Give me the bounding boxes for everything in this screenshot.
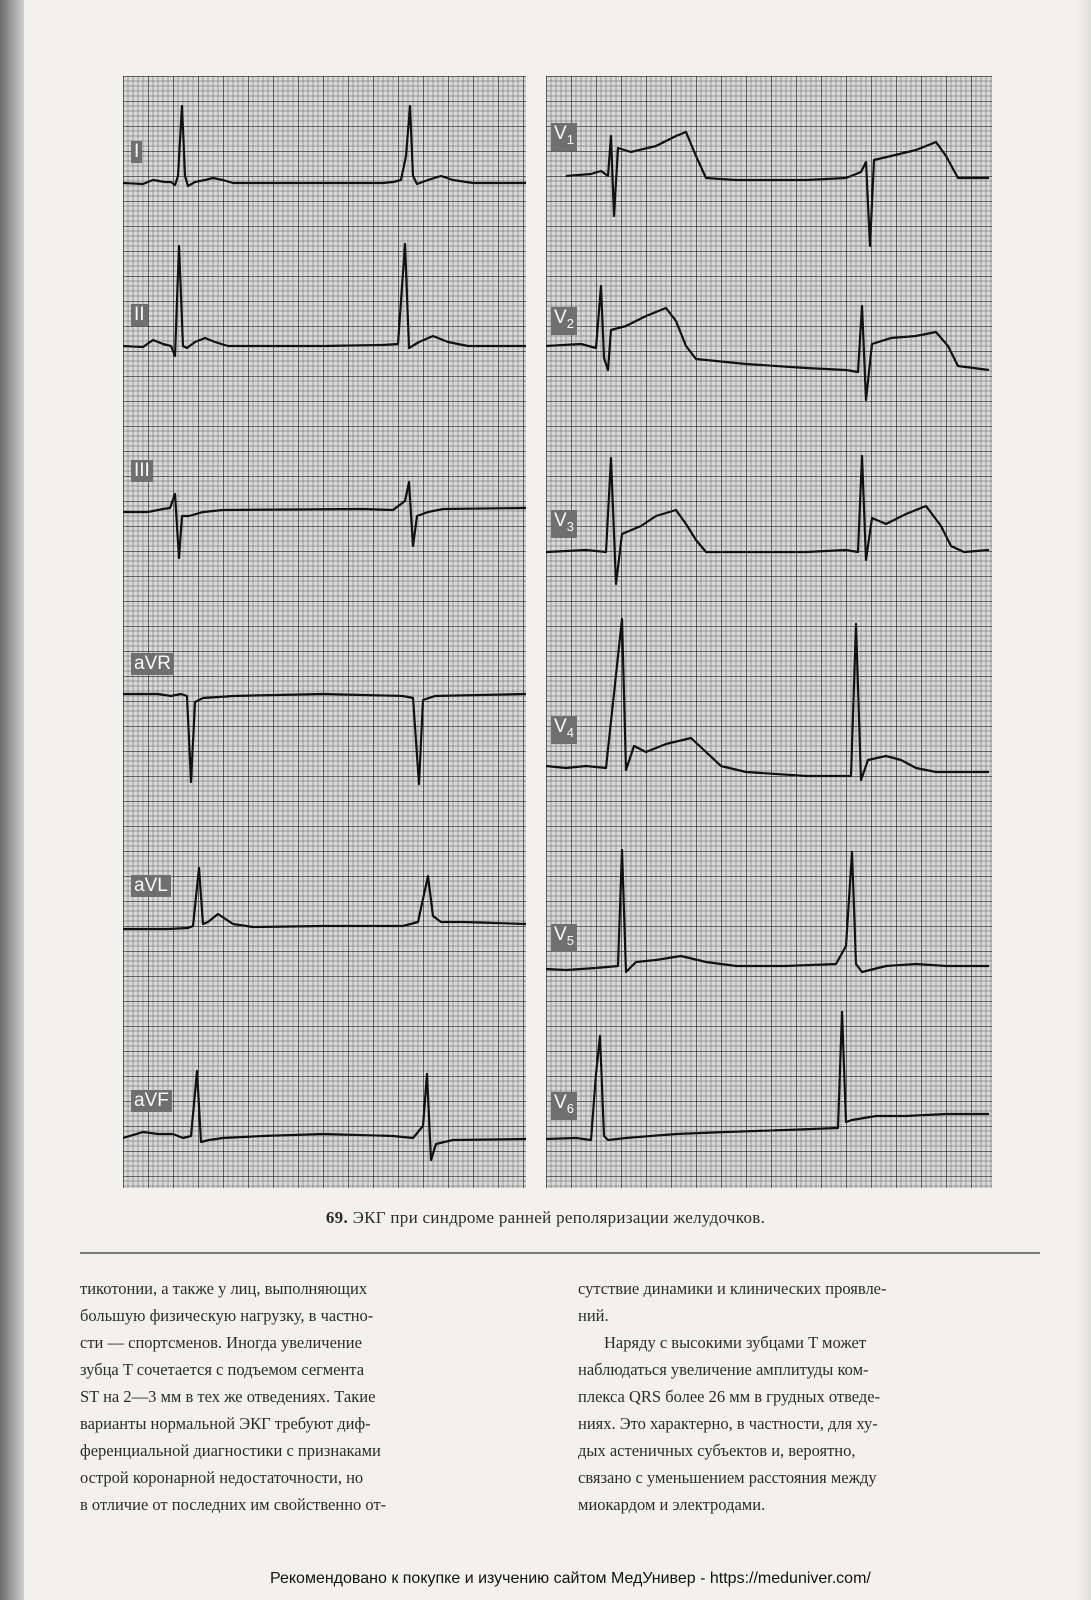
lead-label-V5 [551,924,577,952]
text-line: острой коронарной недостаточности, но [80,1468,364,1487]
lead-label-I: I [131,141,142,163]
text-line: ференциальной диагностики с признаками [80,1441,381,1460]
ecg-grid-chest [546,76,992,1188]
lead-label-V1-base: V [554,123,567,144]
lead-label-aVR: aVR [131,653,174,675]
lead-label-V2-base: V [554,307,567,328]
lead-label-V5-sub: 5 [566,932,574,948]
ecg-grid-limb [123,76,526,1188]
lead-label-aVL: aVL [131,875,171,897]
text-line: ниях. Это характерно, в частности, для ху- [578,1414,878,1433]
ecg-panel-chest-leads [546,76,992,1188]
text-line: плекса QRS более 26 мм в грудных отведе- [578,1387,881,1406]
text-line: зубца T сочетается с подъемом сегмента [80,1360,365,1379]
lead-label-V3-base: V [554,510,567,531]
ecg-panel-limb-leads [123,76,526,1188]
footer-watermark: Рекомендовано к покупке и изучению сайтом МедУнивер - https://meduniver.com/ [270,1570,871,1587]
figure-caption [0,1208,1091,1228]
page-binding-edge [0,0,24,1600]
lead-label-V3 [551,510,577,538]
lead-label-V1-sub: 1 [566,131,574,147]
text-line: варианты нормальной ЭКГ требуют диф- [80,1414,371,1433]
lead-label-V3-sub: 3 [566,518,574,534]
lead-label-V2-sub: 2 [566,315,574,331]
lead-label-V6-base: V [554,1092,567,1113]
lead-label-V5-base: V [554,924,567,945]
text-line: связано с уменьшением расстояния между [578,1468,877,1487]
text-line: сти — спортсменов. Иногда увеличение [80,1333,362,1352]
body-text-right-column [578,1275,1044,1518]
text-line: большую физическую нагрузку, в частно- [80,1306,374,1325]
text-line: тикотонии, а также у лиц, выполняющих [80,1279,368,1298]
lead-label-V4 [551,716,577,744]
text-line: сутствие динамики и клинических проявле- [578,1279,887,1298]
lead-label-aVF: aVF [131,1090,172,1112]
figure-number: 69. [325,1208,348,1227]
lead-label-II: II [131,304,148,326]
lead-label-V4-base: V [554,716,567,737]
text-line: ний. [578,1306,609,1325]
lead-label-V2 [551,307,577,335]
lead-label-V1 [551,123,577,151]
section-divider [80,1252,1040,1254]
text-line: дых астеничных субъектов и, вероятно, [578,1441,856,1460]
text-line: ST на 2—3 мм в тех же отведениях. Такие [80,1387,376,1406]
lead-label-V6-sub: 6 [566,1100,574,1116]
text-line: Наряду с высокими зубцами T может [604,1333,867,1352]
text-line: миокардом и электродами. [578,1495,766,1514]
page-right-edge [1077,0,1091,1600]
lead-label-III: III [131,460,153,482]
text-line: наблюдаться увеличение амплитуды ком- [578,1360,869,1379]
lead-label-V4-sub: 4 [566,724,574,740]
figure-caption-text: ЭКГ при синдроме ранней реполяризации желудочков. [352,1208,766,1227]
body-text-left-column [80,1275,546,1518]
lead-label-V6 [551,1092,577,1120]
text-line: в отличие от последних им свойственно от- [80,1495,387,1514]
